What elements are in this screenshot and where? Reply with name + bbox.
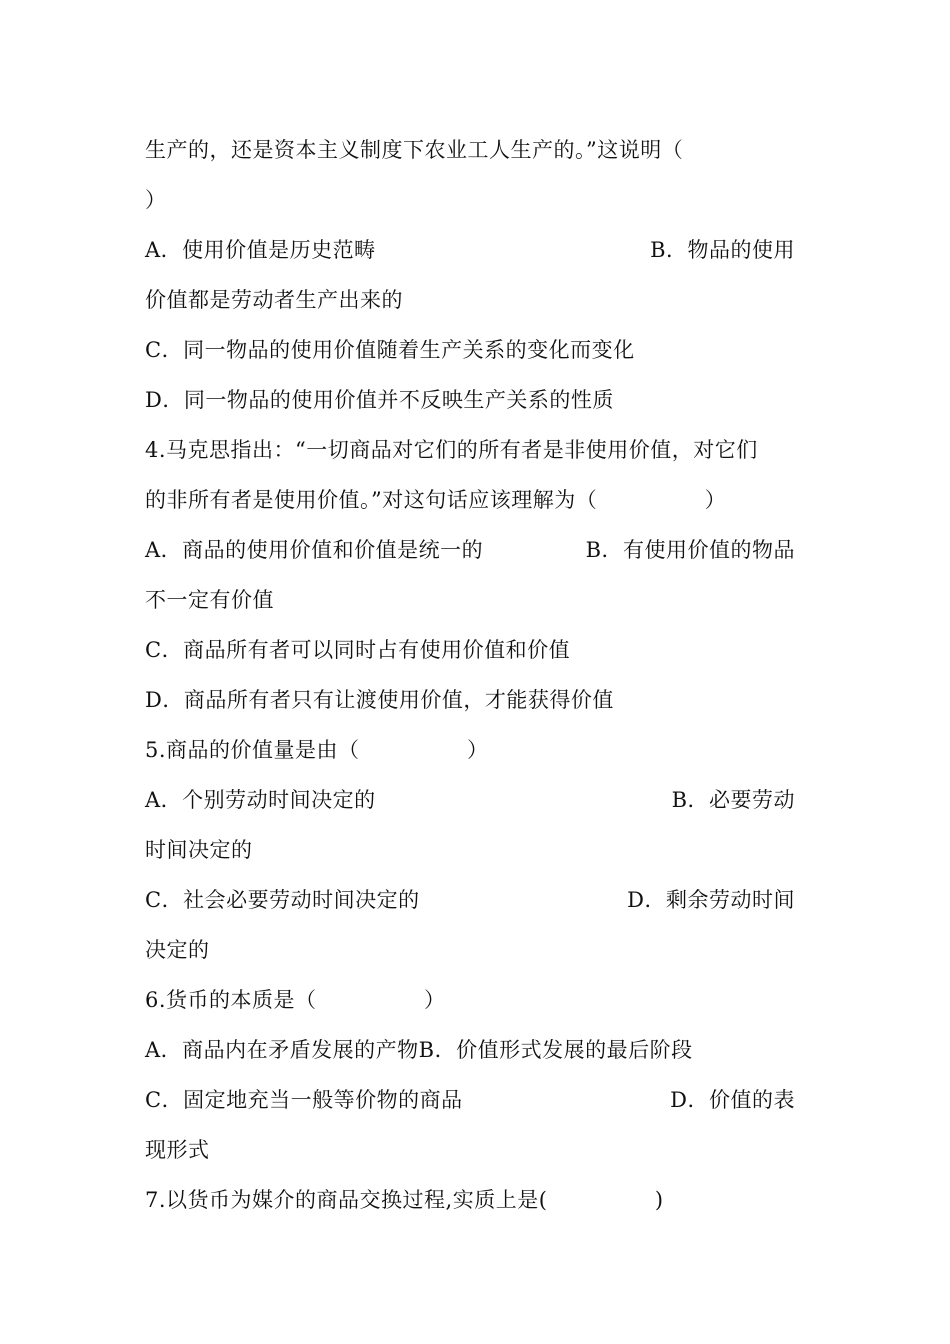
question-line <box>145 425 795 475</box>
option-line <box>145 375 795 425</box>
option-line <box>145 525 795 575</box>
text-line <box>145 275 795 325</box>
line-text-right: D．剩余劳动时间 <box>627 888 795 912</box>
line-text-right: B．必要劳动 <box>671 788 795 812</box>
line-text: C．同一物品的使用价值随着生产关系的变化而变化 <box>145 338 635 362</box>
line-text: C．社会必要劳动时间决定的 <box>145 888 420 912</box>
text-line <box>145 925 795 975</box>
question-line <box>145 1175 795 1225</box>
option-line <box>145 1025 795 1075</box>
line-text: 生产的，还是资本主义制度下农业工人生产的。”这说明（ <box>145 138 684 162</box>
line-text: 的非所有者是使用价值。”对这句话应该理解为（ ） <box>145 488 727 512</box>
line-text: D．商品所有者只有让渡使用价值，才能获得价值 <box>145 688 614 712</box>
text-line <box>145 175 795 225</box>
question-line <box>145 975 795 1025</box>
line-text: A．商品的使用价值和价值是统一的 <box>145 538 484 562</box>
option-line <box>145 775 795 825</box>
question-line <box>145 725 795 775</box>
line-text-right: B．物品的使用 <box>650 238 795 262</box>
line-text: 时间决定的 <box>145 838 253 862</box>
text-line <box>145 1125 795 1175</box>
line-text: 价值都是劳动者生产出来的 <box>145 288 403 312</box>
line-text: C．商品所有者可以同时占有使用价值和价值 <box>145 638 571 662</box>
option-line <box>145 875 795 925</box>
line-text: A．商品内在矛盾发展的产物B．价值形式发展的最后阶段 <box>145 1038 693 1062</box>
option-line <box>145 675 795 725</box>
text-line <box>145 575 795 625</box>
line-text: 5.商品的价值量是由（ ） <box>145 738 489 762</box>
line-text: 不一定有价值 <box>145 588 274 612</box>
line-text: D．同一物品的使用价值并不反映生产关系的性质 <box>145 388 614 412</box>
option-line <box>145 225 795 275</box>
line-text: A．使用价值是历史范畴 <box>145 238 376 262</box>
line-text: 6.货币的本质是（ ） <box>145 988 446 1012</box>
line-text-right: B．有使用价值的物品 <box>585 538 795 562</box>
line-text: C．固定地充当一般等价物的商品 <box>145 1088 463 1112</box>
line-text-right: D．价值的表 <box>670 1088 795 1112</box>
line-text: ） <box>145 188 167 212</box>
line-text: 现形式 <box>145 1138 210 1162</box>
line-text: A．个别劳动时间决定的 <box>145 788 376 812</box>
option-line <box>145 325 795 375</box>
line-text: 4.马克思指出：“一切商品对它们的所有者是非使用价值，对它们 <box>145 438 758 462</box>
line-text: 决定的 <box>145 938 210 962</box>
option-line <box>145 625 795 675</box>
question-line <box>145 475 795 525</box>
text-line <box>145 125 795 175</box>
option-line <box>145 1075 795 1125</box>
text-line <box>145 825 795 875</box>
line-text: 7.以货币为媒介的商品交换过程,实质上是( ) <box>145 1188 664 1212</box>
